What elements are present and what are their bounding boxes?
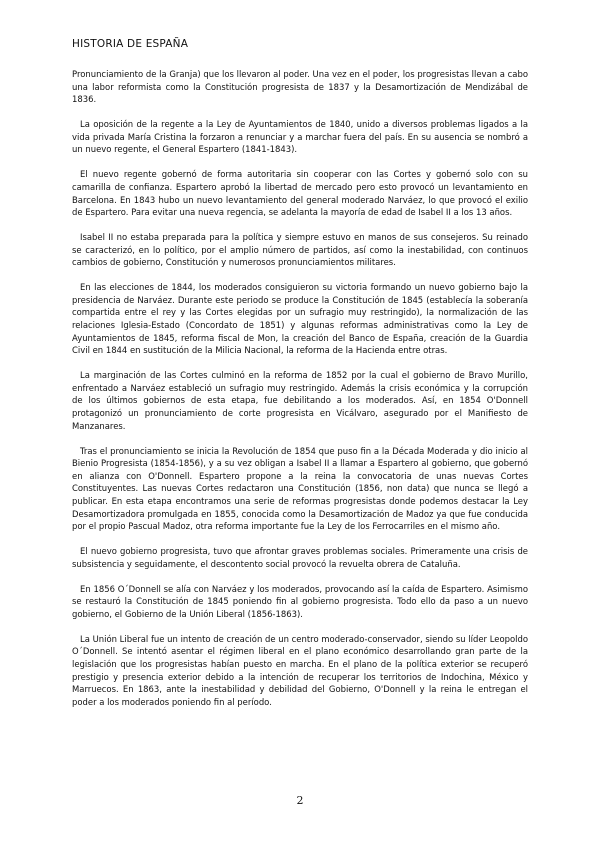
paragraph: El nuevo regente gobernó de forma autoritaria sin cooperar con las Cortes y gobernó solo con su camarilla de confianza. Espartero aprobó la libertad de mercado pero esto provocó un levantamiento en Barcelona. En 1843 hubo un nuevo levantamiento del general moderado Narváez, lo que provocó el exilio de Espartero. Para evitar una nueva regencia, se adelanta la mayoría de edad de Isabel II a los 13 años. — [72, 169, 528, 218]
paragraph: El nuevo gobierno progresista, tuvo que afrontar graves problemas sociales. Primeramente una crisis de subsistencia y seguidamente, el descontento social provocó la revuelta obrera de Cataluña. — [72, 546, 528, 569]
paragraph: En 1856 O´Donnell se alía con Narváez y los moderados, provocando así la caída de Espartero. Asimismo se restauró la Constitución de 1845 poniendo fin al gobierno progresista. Todo ello da paso a un nuevo gobierno, el Gobierno de la Unión Liberal (1856-1863). — [72, 583, 528, 619]
paragraph: La Unión Liberal fue un intento de creación de un centro moderado-conservador, siendo su líder Leopoldo O´Donnell. Se intentó asentar el régimen liberal en el plano económico desarrollando gran parte de la legislación que los progresistas habían puesto en marcha. En el plano de la política exterior se recuperó prestigio y presencia exterior debido a la intención de recuperar los territorios de Indochina, México y Marruecos. En 1863, ante la inestabilidad y debilidad del Gobierno, O'Donnell y la reina le entregan el poder a los moderados poniendo fin al período. — [72, 633, 528, 707]
page-number: 2 — [296, 794, 304, 807]
paragraph: La marginación de las Cortes culminó en la reforma de 1852 por la cual el gobierno de Bravo Murillo, enfrentado a Narváez estableció un sufragio muy restringido. Además la crisis económica y la corrupción de los últimos gobiernos de esta etapa, fue debilitando a los moderados. Así, en 1854 O'Donnell protagonizó un pronunciamiento de corte progresista en Vicálvaro, asegurado por el Manifiesto de Manzanares. — [72, 370, 528, 431]
paragraph: Tras el pronunciamiento se inicia la Revolución de 1854 que puso fin a la Década Moderada y dio inicio al Bienio Progresista (1854-1856), y a su vez obligan a Isabel II a llamar a Espartero al gobierno, que gobernó en alianza con O'Donnell. Espartero propone a la reina la convocatoria de unas nuevas Cortes Constituyentes. Las nuevas Cortes redactaron una Constitución (1856, non data) que nunca se llegó a publicar. En esta etapa encontramos una serie de reformas progresistas donde podemos destacar la Ley Desamortizadora promulgada en 1855, conocida como la Desamortización de Madoz ya que fue conducida por el propio Pascual Madoz, otra reforma importante fue la Ley de los Ferrocarriles en el mismo año. — [72, 445, 528, 532]
document-body — [72, 68, 528, 721]
paragraph: Pronunciamiento de la Granja) que los llevaron al poder. Una vez en el poder, los progresistas llevan a cabo una labor reformista como la Constitución progresista de 1837 y la Desamortización de Mendizábal de 1836. — [72, 69, 528, 105]
paragraph: La oposición de la regente a la Ley de Ayuntamientos de 1840, unido a diversos problemas ligados a la vida privada María Cristina la forzaron a renunciar y a marchar fuera del país. En su ausencia se nombró a un nuevo regente, el General Espartero (1841-1843). — [72, 119, 528, 155]
paragraph: Isabel II no estaba preparada para la política y siempre estuvo en manos de sus consejeros. Su reinado se caracterizó, en lo político, por el amplio número de partidos, así como la inestabilidad, con continuos cambios de gobierno, Constitución y numerosos pronunciamientos militares. — [72, 232, 528, 268]
running-header: HISTORIA DE ESPAÑA — [72, 38, 189, 50]
paragraph: En las elecciones de 1844, los moderados consiguieron su victoria formando un nuevo gobierno bajo la presidencia de Narváez. Durante este periodo se produce la Constitución de 1845 (establecía la soberanía compartida entre el rey y las Cortes elegidas por un sufragio muy restringido), la normalización de las relaciones Iglesia-Estado (Concordato de 1851) y algunas reformas administrativas como la Ley de Ayuntamientos de 1845, reforma fiscal de Mon, la creación del Banco de España, creación de la Guardia Civil en 1844 en sustitución de la Milicia Nacional, la reforma de la Hacienda entre otras. — [72, 282, 528, 356]
